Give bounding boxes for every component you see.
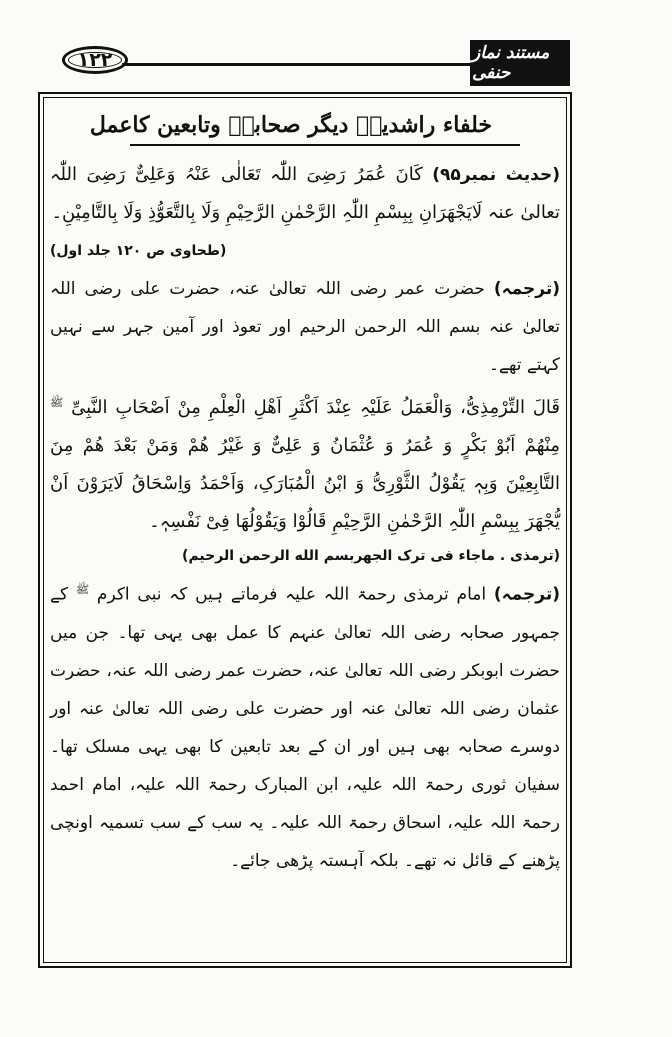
book-title-badge: مستند نماز حنفی bbox=[470, 40, 570, 86]
heading-underline bbox=[130, 144, 520, 146]
header-rule bbox=[122, 63, 472, 66]
tirmidhi-paragraph bbox=[50, 384, 560, 541]
hadith-text: کَانَ عُمَرُ رَضِیَ اللّٰہ تَعَالٰی عَنْہُ وَعَلِیٌّ رَضِیَ اللّٰہ تعالیٰ عنہ لَایَجْھَرَانِ بِبِسْمِ اللّٰہِ الرَّحْمٰنِ الرَّحِیْمِ وَلَا بِالتَّعَوُّذِ وَلَا بِالتَّامِیْنِ۔ bbox=[50, 164, 560, 223]
tirmidhi-reference: (ترمذی . ماجاء فی ترک الجهربسم الله الرحمن الرحیم) bbox=[182, 548, 560, 564]
salawat-symbol: ﷺ bbox=[50, 396, 64, 409]
translation-label-1: (ترجمہ) bbox=[493, 279, 560, 299]
page-number: ۱۲۲ bbox=[62, 46, 128, 74]
section-heading: خلفاء راشدینؓ دیگر صحابہؓ وتابعین کاعمل bbox=[89, 112, 492, 138]
translation-text-2b: کے جمہور صحابہ رضی اللہ تعالیٰ عنہم کا عمل بھی یہی تھا۔ جن میں حضرت ابوبکر رضی اللہ تعالیٰ عنہ، حضرت عمر رضی اللہ عنہ، حضرت عثمان رضی اللہ تعالیٰ عنہ اور حضرت علی رضی اللہ تعالیٰ عنہ اور دوسرے صحابہ بھی ہیں اور ان کے بعد تابعین کا بھی یہی مسلک تھا۔ سفیان ثوری رحمۃ اللہ علیہ، ابن المبارک رحمۃ اللہ علیہ، امام احمد رحمۃ اللہ علیہ، اسحاق رحمۃ اللہ علیہ۔ یہ سب کے سب تسمیہ اونچی پڑھنے کے قائل نہ تھے۔ بلکہ آہستہ پڑھی جائے۔ bbox=[50, 584, 560, 871]
hadith-reference: (طحاوی ص ۱۲۰ جلد اول) bbox=[50, 243, 227, 259]
salawat-symbol-2: ﷺ bbox=[75, 583, 90, 596]
tirmidhi-text-1: قَالَ التِّرْمِذِیُّ، وَالْعَمَلُ عَلَیْہِ عِنْدَ اَکْثَرِ اَھْلِ الْعِلْمِ مِنْ اَصْحَابِ النَّبِیِّ bbox=[71, 397, 560, 418]
hadith-label: (حدیث نمبر۹۵) bbox=[432, 165, 560, 185]
translation-label-2: (ترجمہ) bbox=[493, 584, 560, 605]
translation-text-1: حضرت عمر رضی اللہ تعالیٰ عنہ، حضرت علی رضی اللہ تعالیٰ عنہ بسم اللہ الرحمن الرحیم اور تعوذ اور آمین جہر سے نہیں کہتے تھے۔ bbox=[50, 279, 560, 375]
translation-paragraph-2 bbox=[50, 571, 560, 880]
hadith-paragraph bbox=[50, 156, 560, 259]
tirmidhi-text-2: مِنْھُمْ اَبُوْ بَکْرٍ وَ عُمَرُ وَ عُثْمَانُ وَ عَلِیٌّ وَ غَیْرُ ھُمْ وَمَنْ بَعْدَ ھُمْ مِنَ التَّابِعِیْنَ وَبِہٖ یَقُوْلُ الثَّوْرِیُّ وَ ابْنُ الْمُبَارَکِ، وَاَحْمَدُ وَاِسْحَاقُ لَایَرَوْنَ اَنْ یُّجْھَرَ بِبِسْمِ اللّٰہِ الرَّحْمٰنِ الرَّحِیْمِ قَالُوْا وَیَقُوْلُھَا فِیْ نَفْسِہٖ۔ bbox=[50, 435, 560, 532]
translation-paragraph-1 bbox=[50, 270, 560, 384]
translation-text-2a: امام ترمذی رحمۃ اللہ علیہ فرماتے ہیں کہ نبی اکرم bbox=[96, 584, 487, 605]
page-content bbox=[50, 100, 560, 880]
